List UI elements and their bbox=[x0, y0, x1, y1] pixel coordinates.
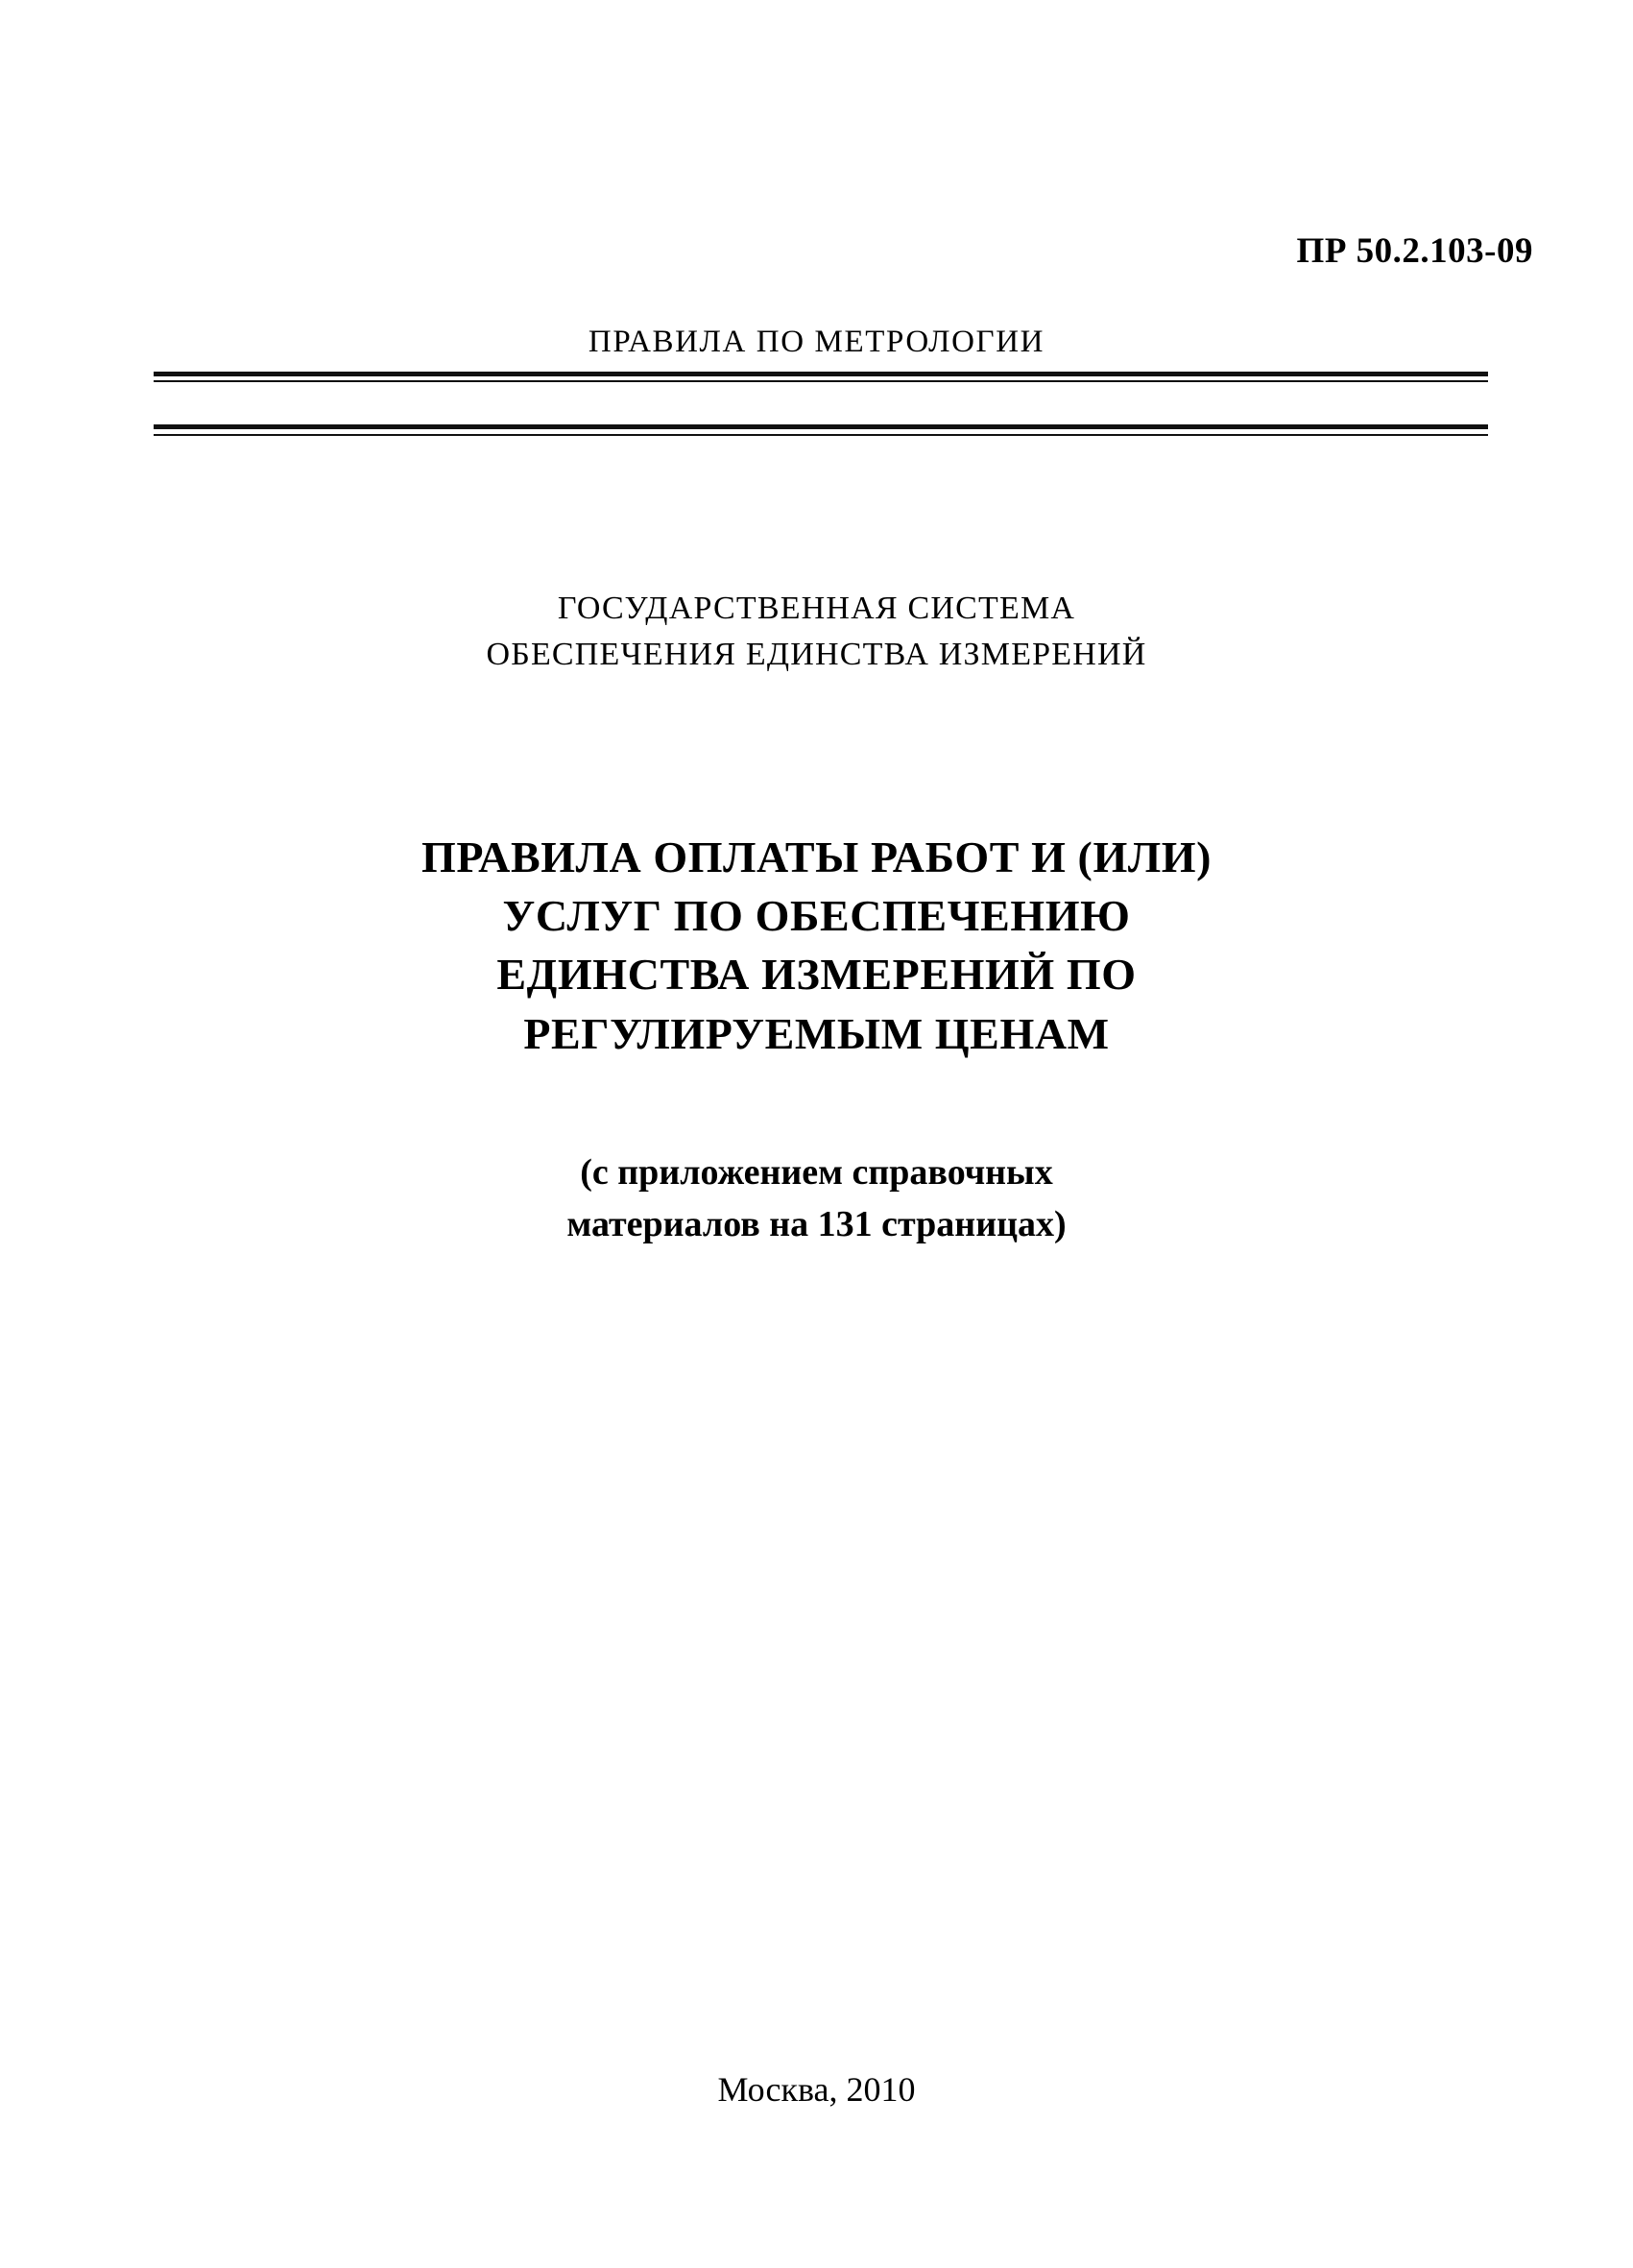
page-subtitle bbox=[0, 1147, 1633, 1251]
subtitle-line-2: материалов на 131 страницах) bbox=[566, 1203, 1067, 1244]
header-rule-thin-bottom bbox=[154, 434, 1488, 436]
page-title bbox=[0, 828, 1633, 1063]
header-rule-thin-top bbox=[154, 380, 1488, 382]
header-rule-thick-top bbox=[154, 372, 1488, 376]
title-line-2: УСЛУГ ПО ОБЕСПЕЧЕНИЮ bbox=[502, 891, 1131, 941]
header-rule-thick-bottom bbox=[154, 424, 1488, 429]
title-line-4: РЕГУЛИРУЕМЫМ ЦЕНАМ bbox=[523, 1008, 1110, 1058]
standard-kind-label: ПРАВИЛА ПО МЕТРОЛОГИИ bbox=[588, 325, 1045, 359]
system-line-2: ОБЕСПЕЧЕНИЯ ЕДИНСТВА ИЗМЕРЕНИЙ bbox=[486, 637, 1147, 673]
imprint-place-year: Москва, 2010 bbox=[717, 2070, 916, 2109]
measurement-system-block bbox=[0, 586, 1633, 679]
system-line-1: ГОСУДАРСТВЕННАЯ СИСТЕМА bbox=[557, 591, 1076, 626]
title-line-1: ПРАВИЛА ОПЛАТЫ РАБОТ И (ИЛИ) bbox=[420, 832, 1213, 881]
title-line-3: ЕДИНСТВА ИЗМЕРЕНИЙ ПО bbox=[496, 950, 1137, 1000]
document-number: ПР 50.2.103-09 bbox=[1296, 231, 1533, 271]
subtitle-line-1: (с приложением справочных bbox=[580, 1152, 1053, 1193]
